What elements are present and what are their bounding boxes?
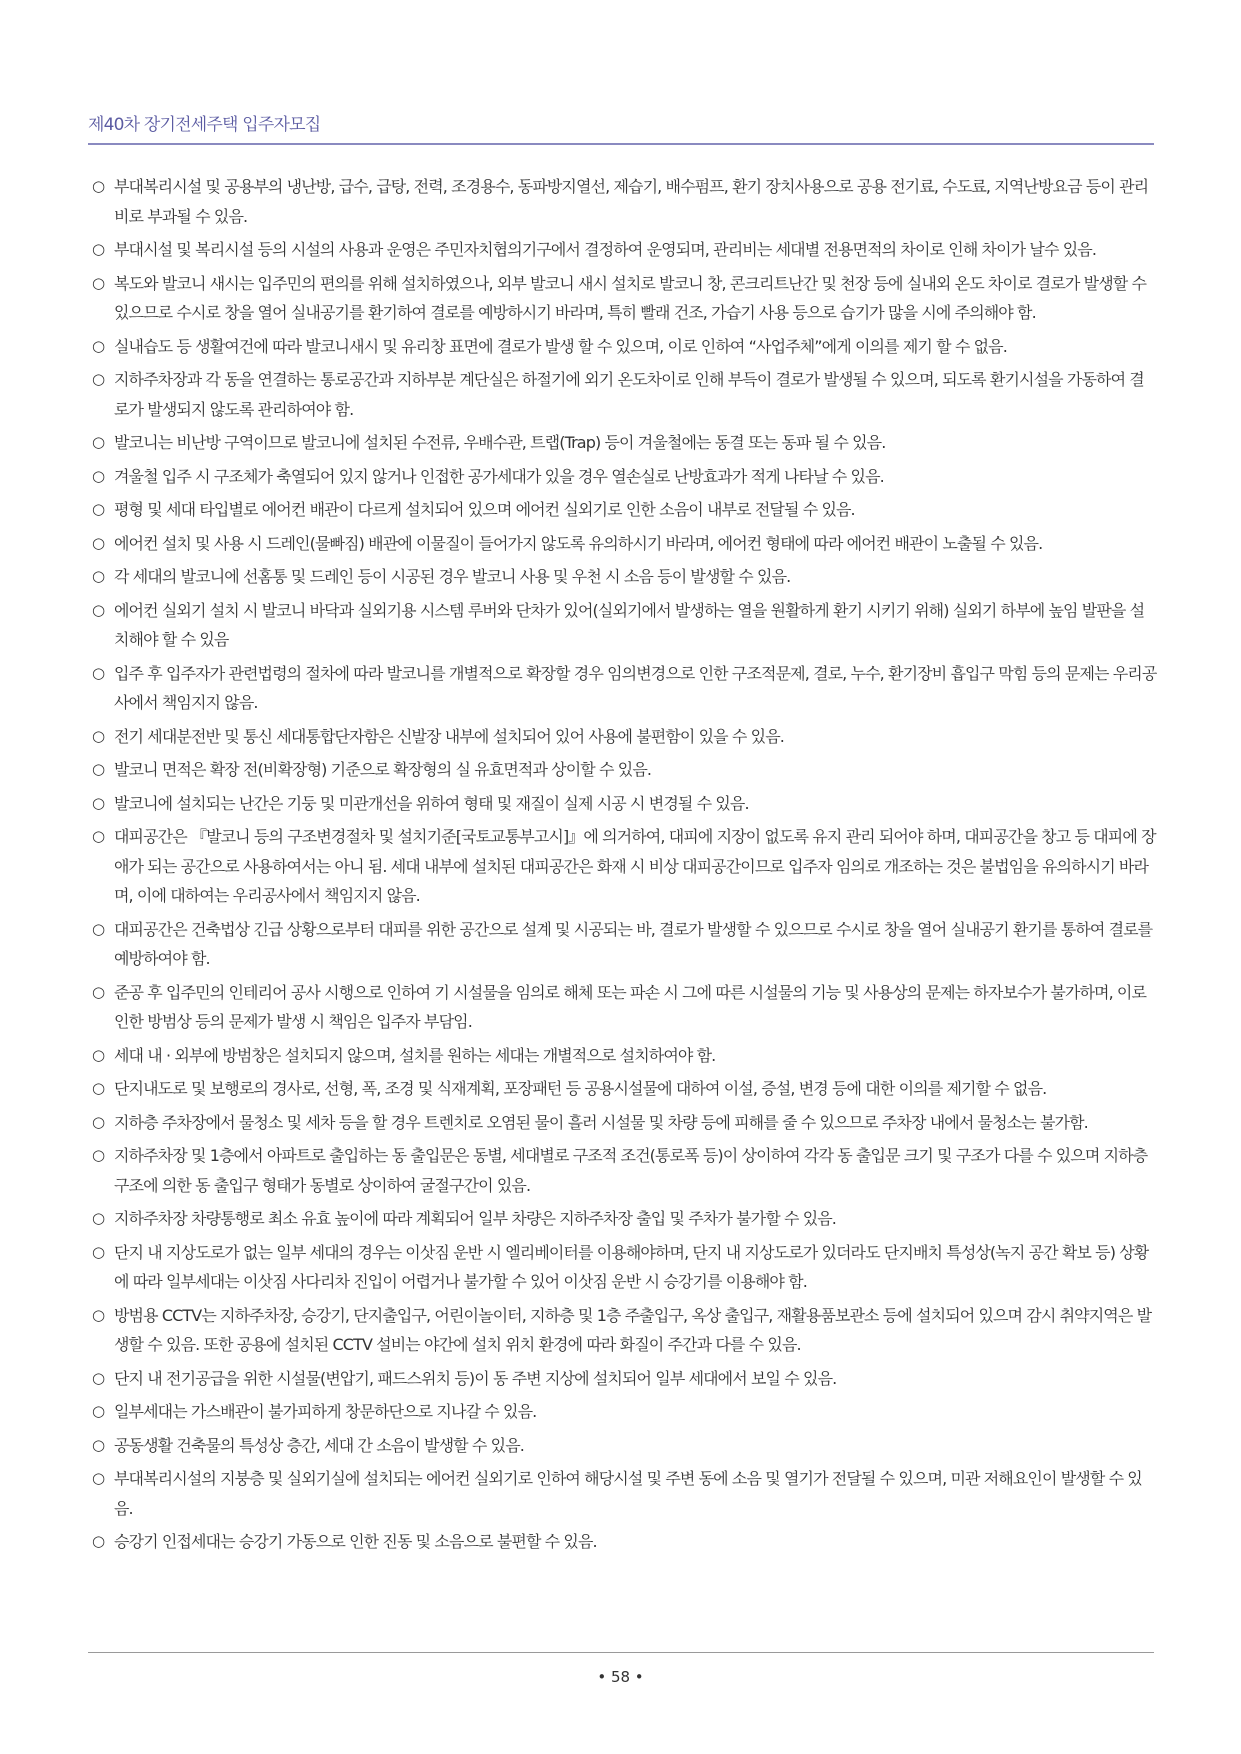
notice-item-text: 각 세대의 발코니에 선홈통 및 드레인 등이 시공된 경우 발코니 사용 및 우천 시 소음 등이 발생할 수 있음.: [114, 567, 791, 586]
page-number: • 58 •: [597, 1668, 644, 1686]
notice-item: [92, 1527, 1158, 1557]
notice-item: [92, 915, 1158, 974]
circle-bullet-icon: ○: [92, 1532, 105, 1550]
notice-item: [92, 822, 1158, 911]
notice-item-text: 공동생활 건축물의 특성상 층간, 세대 간 소음이 발생할 수 있음.: [114, 1435, 524, 1455]
notice-item-text: 겨울철 입주 시 구조체가 축열되어 있지 않거나 인접한 공가세대가 있을 경우 열손실로 난방효과가 적게 나타날 수 있음.: [114, 466, 884, 486]
circle-bullet-icon: ○: [92, 567, 105, 585]
notice-item: [92, 172, 1158, 231]
document-title: 제40차 장기전세주택 입주자모집: [88, 115, 321, 135]
circle-bullet-icon: ○: [92, 1146, 105, 1164]
notice-item: [92, 755, 1158, 785]
notice-item: [92, 659, 1158, 718]
circle-bullet-icon: ○: [92, 336, 105, 355]
notice-item-text: 실내습도 등 생활여건에 따라 발코니새시 및 유리창 표면에 결로가 발생 할 수 있으며, 이로 인하여 “사업주체”에게 이의를 제기 할 수 없음.: [114, 336, 1007, 356]
notice-item: [92, 495, 1158, 525]
circle-bullet-icon: ○: [92, 982, 105, 1001]
notice-item: [92, 1431, 1158, 1461]
circle-bullet-icon: ○: [92, 1435, 105, 1454]
circle-bullet-icon: ○: [92, 919, 105, 938]
notice-item-text: 지하주차장 및 1층에서 아파트로 출입하는 동 출입문은 동별, 세대별로 구조적 조건(통로폭 등)이 상이하여 각각 동 출입문 크기 및 구조가 다를 수 있으며 지하층 구조에 의한 동 출입구 형태가 동별로 상이하여 굴절구간이 있음.: [114, 1146, 1148, 1195]
circle-bullet-icon: ○: [92, 663, 105, 682]
notice-item-text: 발코니 면적은 확장 전(비확장형) 기준으로 확장형의 실 유효면적과 상이할 수 있음.: [114, 760, 652, 779]
notice-item-text: 발코니에 설치되는 난간은 기둥 및 미관개선을 위하여 형태 및 재질이 실제 시공 시 변경될 수 있음.: [114, 793, 749, 813]
circle-bullet-icon: ○: [92, 760, 105, 778]
circle-bullet-icon: ○: [92, 466, 105, 485]
circle-bullet-icon: ○: [92, 177, 105, 195]
circle-bullet-icon: ○: [92, 600, 105, 619]
notice-item: [92, 722, 1158, 752]
notice-item: [92, 1238, 1158, 1297]
circle-bullet-icon: ○: [92, 273, 105, 292]
notice-item-text: 전기 세대분전반 및 통신 세대통합단자함은 신발장 내부에 설치되어 있어 사용에 불편함이 있을 수 있음.: [114, 726, 784, 746]
header-divider: [88, 143, 1154, 145]
notice-item-text: 평형 및 세대 타입별로 에어컨 배관이 다르게 설치되어 있으며 에어컨 실외기로 인한 소음이 내부로 전달될 수 있음.: [114, 500, 855, 519]
notice-item-text: 복도와 발코니 새시는 입주민의 편의를 위해 설치하였으나, 외부 발코니 새시 설치로 발코니 창, 콘크리트난간 및 천장 등에 실내외 온도 차이로 결로가 발생할 수 있으므로 수시로 창을 열어 실내공기를 환기하여 결로를 예방하시기 바라며, 특히 빨래 건조, 가습기 사용 등으로 습기가 많을 시에 주의해야 함.: [114, 273, 1147, 322]
notice-item: [92, 1108, 1158, 1138]
notice-item: [92, 235, 1158, 265]
circle-bullet-icon: ○: [92, 1402, 105, 1420]
notice-item-text: 일부세대는 가스배관이 불가피하게 창문하단으로 지나갈 수 있음.: [114, 1402, 537, 1421]
circle-bullet-icon: ○: [92, 533, 105, 552]
circle-bullet-icon: ○: [92, 433, 105, 451]
circle-bullet-icon: ○: [92, 1305, 105, 1324]
notice-item: [92, 1364, 1158, 1394]
notice-item-text: 에어컨 실외기 설치 시 발코니 바닥과 실외기용 시스템 루버와 단차가 있어(실외기에서 발생하는 열을 원활하게 환기 시키기 위해) 실외기 하부에 높임 발판을 설치해야 할 수 있음: [114, 600, 1145, 649]
notice-item-text: 발코니는 비난방 구역이므로 발코니에 설치된 수전류, 우배수관, 트랩(Trap) 등이 겨울철에는 동결 또는 동파 될 수 있음.: [114, 433, 886, 452]
notice-item: [92, 269, 1158, 328]
notice-item: [92, 1041, 1158, 1071]
notice-item-text: 지하주차장과 각 동을 연결하는 통로공간과 지하부분 계단실은 하절기에 외기 온도차이로 인해 부득이 결로가 발생될 수 있으며, 되도록 환기시설을 가동하여 결로가 발생되지 않도록 관리하여야 함.: [114, 370, 1144, 419]
notice-item: [92, 1204, 1158, 1234]
notice-item-text: 입주 후 입주자가 관련법령의 절차에 따라 발코니를 개별적으로 확장할 경우 임의변경으로 인한 구조적문제, 결로, 누수, 환기장비 흡입구 막힘 등의 문제는 우리공사에서 책임지지 않음.: [114, 663, 1157, 712]
notice-item: [92, 596, 1158, 655]
notice-item-text: 지하주차장 차량통행로 최소 유효 높이에 따라 계획되어 일부 차량은 지하주차장 출입 및 주차가 불가할 수 있음.: [114, 1209, 836, 1228]
notice-item-text: 대피공간은 『발코니 등의 구조변경절차 및 설치기준[국토교통부고시]』에 의거하여, 대피에 지장이 없도록 유지 관리 되어야 하며, 대피공간을 창고 등 대피에 장애가 되는 공간으로 사용하여서는 아니 됨. 세대 내부에 설치된 대피공간은 화재 시 비상 대피공간이므로 입주자 임의로 개조하는 것은 불법임을 유의하시기 바라며, 이에 대하여는 우리공사에서 책임지지 않음.: [114, 827, 1156, 905]
notice-item: [92, 365, 1158, 424]
circle-bullet-icon: ○: [92, 240, 105, 258]
notice-item: [92, 789, 1158, 819]
notice-item: [92, 978, 1158, 1037]
notice-item-text: 방범용 CCTV는 지하주차장, 승강기, 단지출입구, 어린이놀이터, 지하층 및 1층 주출입구, 옥상 출입구, 재활용품보관소 등에 설치되어 있으며 감시 취약지역은 발생할 수 있음. 또한 공용에 설치된 CCTV 설비는 야간에 설치 위치 환경에 따라 화질이 주간과 다를 수 있음.: [114, 1305, 1152, 1354]
notice-item: [92, 428, 1158, 458]
notice-item: [92, 1074, 1158, 1104]
notice-item: [92, 1301, 1158, 1360]
circle-bullet-icon: ○: [92, 1209, 105, 1227]
notice-item: [92, 529, 1158, 559]
circle-bullet-icon: ○: [92, 370, 105, 388]
notice-item: [92, 1464, 1158, 1523]
notice-item-text: 지하층 주차장에서 물청소 및 세차 등을 할 경우 트렌치로 오염된 물이 흘러 시설물 및 차량 등에 피해를 줄 수 있으므로 주차장 내에서 물청소는 불가함.: [114, 1112, 1088, 1132]
circle-bullet-icon: ○: [92, 1079, 105, 1097]
notice-list: [92, 172, 1158, 1561]
notice-item-text: 부대복리시설의 지붕층 및 실외기실에 설치되는 에어컨 실외기로 인하여 해당시설 및 주변 동에 소음 및 열기가 전달될 수 있으며, 미관 저해요인이 발생할 수 있음.: [114, 1469, 1142, 1518]
notice-item-text: 단지 내 전기공급을 위한 시설물(변압기, 패드스위치 등)이 동 주변 지상에 설치되어 일부 세대에서 보일 수 있음.: [114, 1368, 837, 1388]
notice-item-text: 단지 내 지상도로가 없는 일부 세대의 경우는 이삿짐 운반 시 엘리베이터를 이용해야하며, 단지 내 지상도로가 있더라도 단지배치 특성상(녹지 공간 확보 등) 상황에 따라 일부세대는 이삿짐 사다리차 진입이 어렵거나 불가할 수 있어 이삿짐 운반 시 승강기를 이용해야 함.: [114, 1242, 1149, 1291]
circle-bullet-icon: ○: [92, 1045, 105, 1064]
circle-bullet-icon: ○: [92, 1242, 105, 1261]
circle-bullet-icon: ○: [92, 500, 105, 518]
circle-bullet-icon: ○: [92, 1112, 105, 1131]
notice-item-text: 세대 내 · 외부에 방범창은 설치되지 않으며, 설치를 원하는 세대는 개별적으로 설치하여야 함.: [114, 1045, 716, 1065]
notice-item-text: 에어컨 설치 및 사용 시 드레인(물빠짐) 배관에 이물질이 들어가지 않도록 유의하시기 바라며, 에어컨 형태에 따라 에어컨 배관이 노출될 수 있음.: [114, 533, 1043, 553]
notice-item-text: 준공 후 입주민의 인테리어 공사 시행으로 인하여 기 시설물을 임의로 해체 또는 파손 시 그에 따른 시설물의 기능 및 사용상의 문제는 하자보수가 불가하며, 이로 인한 방범상 등의 문제가 발생 시 책임은 입주자 부담임.: [114, 982, 1147, 1031]
notice-item: [92, 332, 1158, 362]
circle-bullet-icon: ○: [92, 793, 105, 812]
notice-item-text: 단지내도로 및 보행로의 경사로, 선형, 폭, 조경 및 식재계획, 포장패턴 등 공용시설물에 대하여 이설, 증설, 변경 등에 대한 이의를 제기할 수 없음.: [114, 1079, 1047, 1098]
notice-item-text: 승강기 인접세대는 승강기 가동으로 인한 진동 및 소음으로 불편할 수 있음.: [114, 1532, 597, 1551]
circle-bullet-icon: ○: [92, 827, 105, 845]
notice-item-text: 대피공간은 건축법상 긴급 상황으로부터 대피를 위한 공간으로 설계 및 시공되는 바, 결로가 발생할 수 있으므로 수시로 창을 열어 실내공기 환기를 통하여 결로를 예방하여야 함.: [114, 919, 1153, 968]
notice-item-text: 부대복리시설 및 공용부의 냉난방, 급수, 급탕, 전력, 조경용수, 동파방지열선, 제습기, 배수펌프, 환기 장치사용으로 공용 전기료, 수도료, 지역난방요금 등이 관리비로 부과될 수 있음.: [114, 177, 1149, 226]
circle-bullet-icon: ○: [92, 1368, 105, 1387]
circle-bullet-icon: ○: [92, 726, 105, 745]
notice-item-text: 부대시설 및 복리시설 등의 시설의 사용과 운영은 주민자치협의기구에서 결정하여 운영되며, 관리비는 세대별 전용면적의 차이로 인해 차이가 날수 있음.: [114, 240, 1097, 259]
circle-bullet-icon: ○: [92, 1469, 105, 1487]
footer-divider: [88, 1652, 1154, 1653]
notice-item: [92, 1397, 1158, 1427]
notice-item: [92, 462, 1158, 492]
running-header: [88, 110, 344, 145]
notice-item: [92, 562, 1158, 592]
notice-item: [92, 1141, 1158, 1200]
